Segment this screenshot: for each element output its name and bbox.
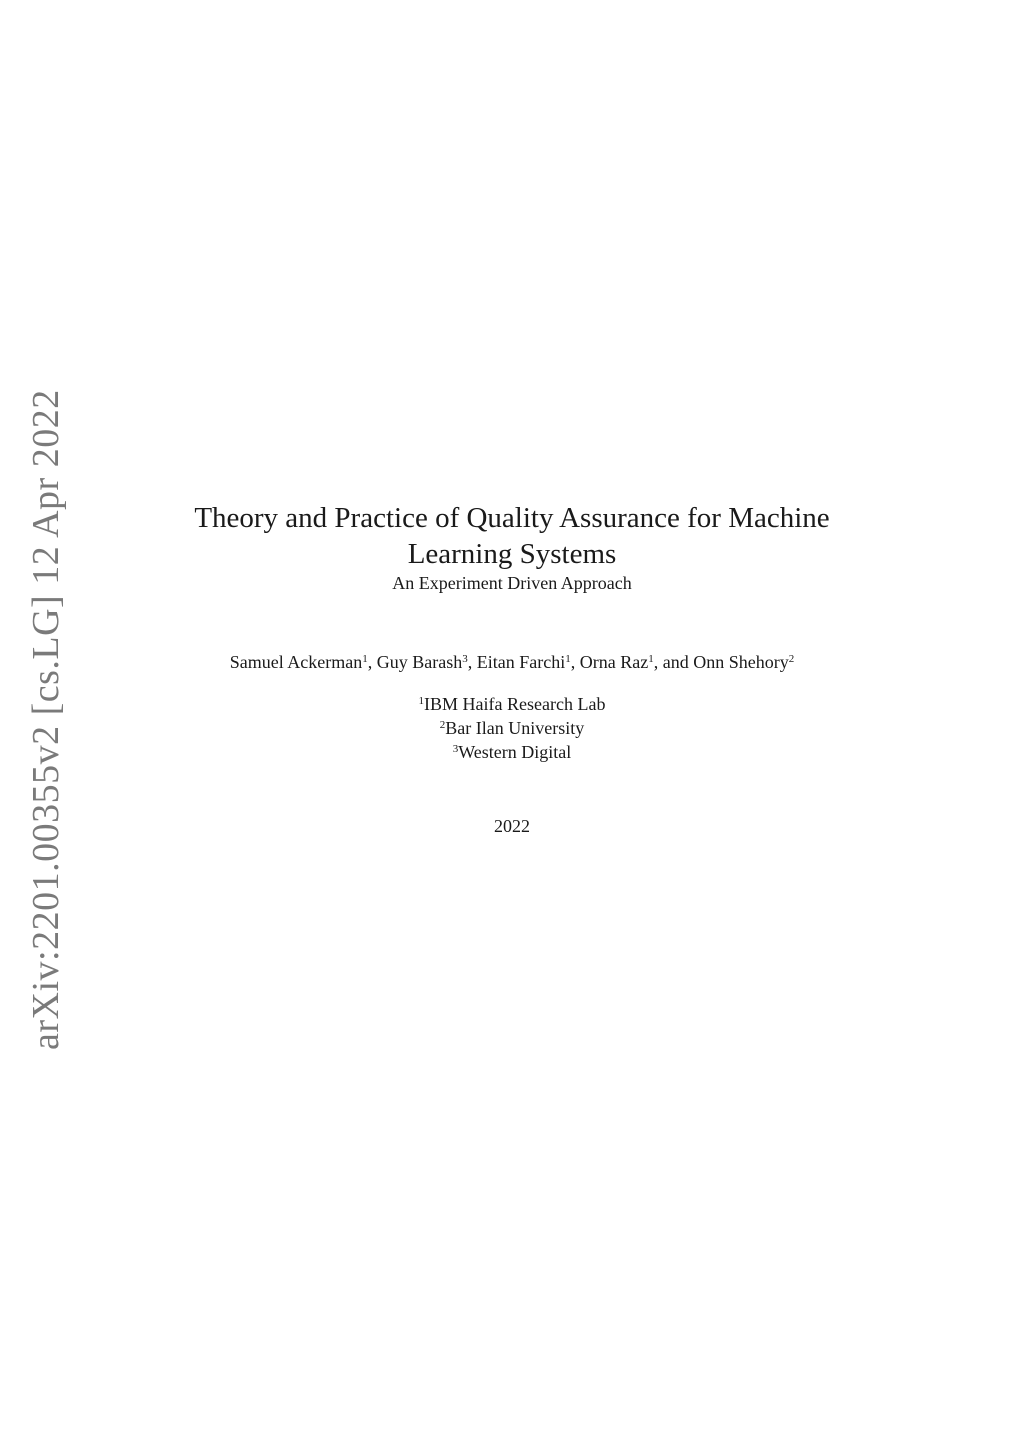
- author-name: Eitan Farchi: [476, 652, 566, 672]
- affiliation-name: Bar Ilan University: [445, 718, 585, 738]
- affiliation-name: IBM Haifa Research Lab: [424, 694, 606, 714]
- title-block: [0, 500, 1024, 594]
- author-list: [0, 650, 1024, 674]
- affiliation: [0, 740, 1024, 764]
- author-name: Orna Raz: [579, 652, 649, 672]
- author-separator: ,: [367, 652, 377, 672]
- author-affiliation-mark: 1: [362, 653, 368, 665]
- affiliation: [0, 716, 1024, 740]
- author-affiliation-mark: 3: [462, 653, 468, 665]
- author-affiliation-mark: 1: [565, 653, 571, 665]
- author-name: Guy Barash: [376, 652, 463, 672]
- affiliation: [0, 692, 1024, 716]
- arxiv-identifier-stamp: arXiv:2201.00355v2 [cs.LG] 12 Apr 2022: [25, 389, 67, 1050]
- author-separator: ,: [467, 652, 477, 672]
- author-name: Onn Shehory: [693, 652, 789, 672]
- author-separator: ,: [570, 652, 580, 672]
- paper-title: Theory and Practice of Quality Assurance for Machine Learning Systems: [194, 502, 830, 570]
- affiliation-name: Western Digital: [458, 742, 572, 762]
- affiliation-list: [0, 692, 1024, 764]
- affiliation-mark: 3: [452, 743, 459, 755]
- author-separator: , and: [653, 652, 694, 672]
- affiliation-mark: 2: [439, 719, 446, 731]
- author-affiliation-mark: 2: [788, 653, 795, 665]
- affiliation-mark: 1: [418, 695, 425, 707]
- paper-subtitle: An Experiment Driven Approach: [392, 573, 632, 593]
- author-affiliation-mark: 1: [648, 653, 654, 665]
- publication-year: 2022: [494, 816, 530, 836]
- author-name: Samuel Ackerman: [229, 652, 363, 672]
